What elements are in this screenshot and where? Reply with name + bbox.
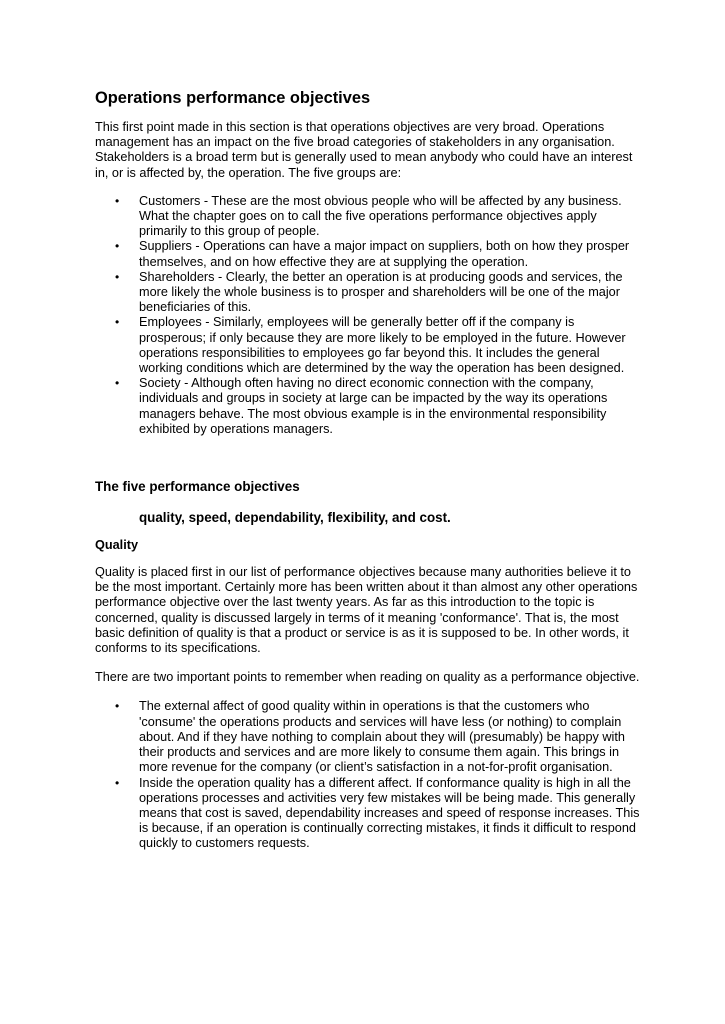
quality-paragraph-1: Quality is placed first in our list of performance objectives because many authorities believe it to be the most important. Certainly more has been written about it than almost any other operations performance objective over the last twenty years. As far as this introduction to the topic is concerned, quality is discussed largely in terms of it meaning 'conformance'. That is, the most basic definition of quality is that a product or service is as it is supposed to be. In other words, it conforms to its specifications. [95, 565, 638, 656]
bullet-icon: • [115, 315, 120, 330]
list-item-text: Suppliers - Operations can have a major impact on suppliers, both on how they prosper themselves, and on how effective they are at supplying the operation. [139, 239, 630, 269]
bullet-icon: • [115, 699, 120, 714]
intro-paragraph: This first point made in this section is that operations objectives are very broad. Operations management has an impact on the five broad categories of stakeholders in any organisation. Stakeholders is a broad term but is generally used to mean anybody who could have an interest in, or is affected by, the operation. The five groups are: [95, 120, 633, 180]
quality-heading: Quality [95, 538, 139, 553]
list-item [95, 699, 640, 775]
quality-paragraph-2: There are two important points to remember when reading on quality as a performance objective. [95, 670, 640, 685]
stakeholder-list [95, 194, 640, 437]
list-item-text: Employees - Similarly, employees will be generally better off if the company is prosperous; if only because they are more likely to be employed in the future. However operations responsibilities to employees go far beyond this. It includes the general working conditions which are determined by the way the operation has been designed. [139, 315, 626, 376]
bullet-icon: • [115, 376, 120, 391]
list-item [95, 315, 640, 376]
section-heading: The five performance objectives [95, 479, 300, 495]
document-page [95, 88, 640, 852]
bullet-icon: • [115, 193, 120, 208]
bullet-icon: • [115, 269, 120, 284]
page-title: Operations performance objectives [95, 89, 371, 107]
list-item [95, 376, 640, 437]
list-item-text: Customers - These are the most obvious people who will be affected by any business. What the chapter goes on to call the five operations performance objectives apply primarily to this group of people. [139, 193, 622, 239]
list-item [95, 776, 640, 852]
bullet-icon: • [115, 775, 120, 790]
quality-points-list [95, 699, 640, 851]
objectives-line: quality, speed, dependability, flexibility, and cost. [139, 510, 451, 526]
list-item [95, 239, 640, 269]
list-item [95, 194, 640, 240]
list-item-text: Inside the operation quality has a different affect. If conformance quality is high in all the operations processes and activities very few mistakes will be being made. This generally means that cost is saved, dependability increases and speed of response increases. This is because, if an operation is continually correcting mistakes, it finds it difficult to respond quickly to customers requests. [139, 775, 640, 851]
list-item-text: Society - Although often having no direct economic connection with the company, individuals and groups in society at large can be impacted by the way its operations managers behave. The most obvious example is in the environmental responsibility exhibited by operations managers. [139, 376, 608, 436]
list-item-text: The external affect of good quality within in operations is that the customers who 'consume' the operations products and services will have less (or nothing) to complain about. And if they have nothing to complain about they will (presumably) be happy with their products and services and are more likely to consume them again. This brings in more revenue for the company (or client’s satisfaction in a not-for-profit organisation. [139, 699, 625, 775]
list-item [95, 270, 640, 316]
list-item-text: Shareholders - Clearly, the better an operation is at producing goods and services, the more likely the whole business is to prosper and shareholders will be one of the major beneficiaries of this. [139, 269, 623, 315]
bullet-icon: • [115, 239, 120, 254]
